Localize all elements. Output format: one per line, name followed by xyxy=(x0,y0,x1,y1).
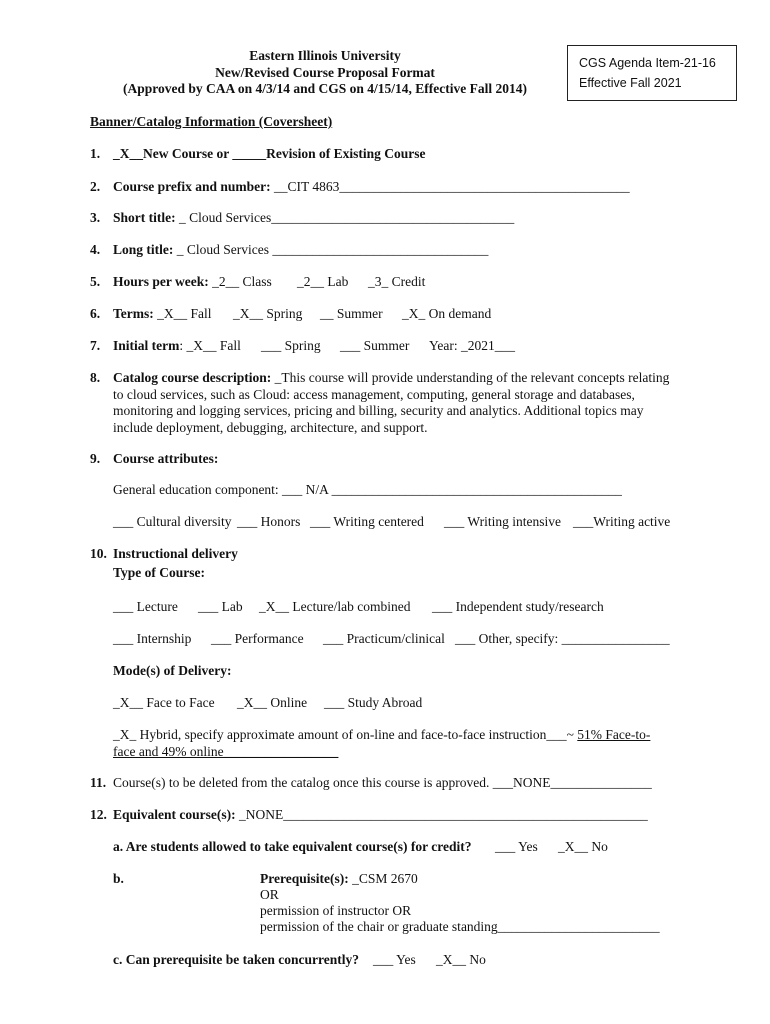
item-number: 9. xyxy=(90,451,101,466)
type-of-course-label: Type of Course: xyxy=(113,565,205,580)
equivalent-courses-row xyxy=(113,807,648,823)
item-number: 8. xyxy=(90,370,101,385)
prerequisite-chair: permission of the chair or graduate standing________________________ xyxy=(260,919,660,934)
prerequisite-row xyxy=(260,871,418,887)
courses-to-delete: Course(s) to be deleted from the catalog once this course is approved. ___NONE_______________ xyxy=(113,775,652,790)
item-number: 4. xyxy=(90,242,101,257)
initial-summer: ___ Summer xyxy=(340,338,410,353)
short-title-row xyxy=(113,210,514,226)
prerequisite-instructor: permission of instructor OR xyxy=(260,903,412,918)
initial-spring: ___ Spring xyxy=(261,338,321,353)
type-performance: ___ Performance xyxy=(211,631,304,646)
type-other: ___ Other, specify: ________________ xyxy=(455,631,670,646)
prerequisite-or: OR xyxy=(260,887,279,902)
approval-note: (Approved by CAA on 4/3/14 and CGS on 4/15/14, Effective Fall 2014) xyxy=(122,81,528,96)
equivalent-courses-value: _NONE______________________________________________________ xyxy=(235,807,648,822)
item-number: 6. xyxy=(90,306,101,321)
mode-hybrid xyxy=(113,727,668,760)
concurrent-yes: ___ Yes xyxy=(373,952,416,967)
course-prefix-row xyxy=(113,179,630,195)
initial-year: Year: _2021___ xyxy=(429,338,516,353)
item-number: 7. xyxy=(90,338,101,353)
delivery-modes-label: Mode(s) of Delivery: xyxy=(113,663,232,678)
type-internship: ___ Internship xyxy=(113,631,192,646)
attr-writing-active: ___Writing active xyxy=(573,514,671,529)
term-spring: _X__ Spring xyxy=(233,306,303,321)
equivalent-credit-no: _X__ No xyxy=(558,839,608,854)
equivalent-credit-yes: ___ Yes xyxy=(495,839,538,854)
catalog-description-text: _This course will provide understanding of the relevant concepts relating to cloud services, such as Cloud: access management, computing, general storage and databases, monitoring and logging services, pricing and billing, security and analytics. Additional topics may include deployment, debugging, architecture, and support. xyxy=(113,370,670,435)
type-lab: ___ Lab xyxy=(198,599,243,614)
item-number: 12. xyxy=(90,807,107,822)
equivalent-credit-question: a. Are students allowed to take equivalent course(s) for credit? xyxy=(113,839,472,854)
concurrent-no: _X__ No xyxy=(436,952,486,967)
type-lecture: ___ Lecture xyxy=(113,599,178,614)
prerequisite-value: _CSM 2670 xyxy=(348,871,418,886)
field-label: Initial term xyxy=(113,338,180,353)
item-number: 2. xyxy=(90,179,101,194)
type-independent-study: ___ Independent study/research xyxy=(432,599,604,614)
item-number: 1. xyxy=(90,146,101,161)
section-title: Banner/Catalog Information (Coversheet) xyxy=(90,114,333,129)
term-summer: __ Summer xyxy=(320,306,383,321)
short-title-value: _ Cloud Services____________________________________ xyxy=(175,210,515,225)
long-title-row xyxy=(113,242,488,258)
field-label: Hours per week: xyxy=(113,274,209,289)
form-title: New/Revised Course Proposal Format xyxy=(215,65,435,80)
agenda-item-number: CGS Agenda Item-21-16 xyxy=(579,56,716,70)
agenda-effective-term: Effective Fall 2021 xyxy=(579,76,682,90)
university-name: Eastern Illinois University xyxy=(249,48,401,63)
hybrid-text: _X_ Hybrid, specify approximate amount of on-line and face-to-face instruction___~ xyxy=(113,727,578,742)
terms-row xyxy=(113,306,212,322)
lab-hours: _2__ Lab xyxy=(297,274,349,289)
agenda-item-box xyxy=(567,45,737,101)
attr-writing-intensive: ___ Writing intensive xyxy=(444,514,561,529)
initial-fall: : _X__ Fall xyxy=(179,338,241,353)
field-label: Terms: xyxy=(113,306,154,321)
term-fall: _X__ Fall xyxy=(153,306,212,321)
field-label: Short title: xyxy=(113,210,176,225)
hybrid-split: 51% Face-to-face and 49% online_________________ xyxy=(113,727,651,759)
type-lecture-lab: _X__ Lecture/lab combined xyxy=(259,599,411,614)
credit-hours: _3_ Credit xyxy=(368,274,426,289)
new-course-selection: _X__New Course or _____Revision of Existing Course xyxy=(113,146,426,161)
class-hours: _2__ Class xyxy=(208,274,272,289)
instructional-delivery-label: Instructional delivery xyxy=(113,546,238,561)
field-label: Prerequisite(s): xyxy=(260,871,349,886)
type-practicum: ___ Practicum/clinical xyxy=(323,631,445,646)
attr-cultural-diversity: ___ Cultural diversity xyxy=(113,514,232,529)
attr-writing-centered: ___ Writing centered xyxy=(310,514,424,529)
mode-study-abroad: ___ Study Abroad xyxy=(324,695,423,710)
item-b-label: b. xyxy=(113,871,124,886)
concurrent-question: c. Can prerequisite be taken concurrently? xyxy=(113,952,359,967)
field-label: Catalog course description: xyxy=(113,370,272,385)
attr-honors: ___ Honors xyxy=(237,514,301,529)
item-number: 11. xyxy=(90,775,107,790)
field-label: Equivalent course(s): xyxy=(113,807,236,822)
item-number: 5. xyxy=(90,274,101,289)
course-prefix-value: __CIT 4863___________________________________________ xyxy=(270,179,630,194)
item-number: 3. xyxy=(90,210,101,225)
long-title-value: _ Cloud Services ________________________________ xyxy=(173,242,489,257)
course-attributes-label: Course attributes: xyxy=(113,451,219,466)
mode-face-to-face: _X__ Face to Face xyxy=(113,695,215,710)
item-number: 10. xyxy=(90,546,107,561)
mode-online: _X__ Online xyxy=(237,695,308,710)
field-label: Long title: xyxy=(113,242,174,257)
field-label: Course prefix and number: xyxy=(113,179,271,194)
initial-term-row xyxy=(113,338,241,354)
hours-per-week-row xyxy=(113,274,272,290)
catalog-description xyxy=(113,370,673,436)
gen-ed-component: General education component: ___ N/A ___________________________________________ xyxy=(113,482,622,497)
term-on-demand: _X_ On demand xyxy=(402,306,492,321)
